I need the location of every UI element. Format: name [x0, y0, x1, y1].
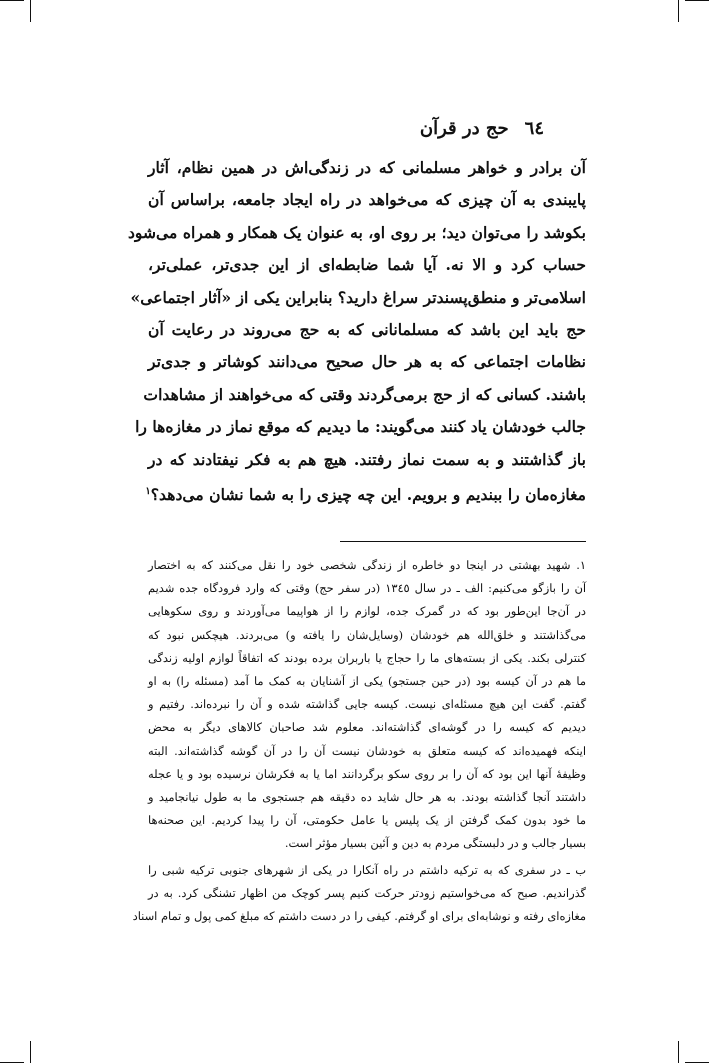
footnote-divider — [340, 541, 586, 542]
footnote-line: گفتم. گفت این هیچ مسئله‌ای نیست. کیسه جایی گذاشته شده و آن را نبرده‌اند. رفتیم و — [148, 697, 586, 712]
text-line: جالب خودشان یاد کنند می‌گویند: ما دیدیم که موقع نماز در مغازه‌ها را — [135, 417, 586, 437]
footnote-reference: ١ — [145, 486, 151, 498]
text-line: آن برادر و خواهر مسلمانی که در زندگی‌اش در همین نظام، آثار — [148, 158, 586, 177]
footnote-line: مغازه‌ای رفته و نوشابه‌ای برای او گرفتم. کیفی را در دست داشتم که مبلغ کمی پول و تمام اسناد — [132, 909, 586, 924]
text-line: نظامات اجتماعی که به هر حال صحیح می‌دانند کوشاتر و جدی‌تر — [148, 352, 586, 372]
footnote-line: بسیار جالب و در دلبستگی مردم به دین و آئین بسیار مؤثر است. — [284, 836, 586, 851]
footnote-line: ما خود بدون کمک گرفتن از یک پلیس یا عامل حکومتی، آن را پیدا کردیم. این صحنه‌ها — [148, 813, 586, 828]
text-line: باز گذاشتند و به سمت نماز رفتند. هیچ هم به فکر نیفتادند که در — [148, 449, 586, 469]
footnote-line: در آن‌جا این‌طور بود که در گمرک جده، لوازم را از هواپیما می‌آوردند و روی سکوهایی — [148, 604, 586, 619]
footnote-line: ب ـ در سفری که به ترکیه داشتم در راه آنکارا در یکی از شهرهای جنوبی ترکیه شبی را — [148, 862, 586, 877]
footnote-line: می‌گذاشتند و خلق‌الله هم خودشان (وسایل‌شان را یافته و) می‌بردند. هیچکس نبود که — [148, 627, 586, 642]
footnote-line: وظیفهٔ آنها این بود که آن را بر روی سکو برگردانند اما یا به فکرشان نرسیده بود و یا عجله — [148, 766, 586, 781]
footnote-line: گذراندیم. صبح که می‌خواستیم زودتر حرکت کنیم پسر کوچک من اظهار تشنگی کرد. به در — [148, 885, 586, 900]
running-title: حج در قرآن — [419, 118, 509, 139]
footnote-line: آن را بازگو می‌کنیم: الف ـ در سال ١٣٤٥ (در سفر حج) وقتی که وارد فرودگاه جده شدیم — [148, 581, 586, 596]
footnote-line: اینکه فهمیده‌اند که کیسه متعلق به خودشان نیست آن را در آن گوشه گذاشته‌اند. البته — [148, 743, 586, 758]
footnote-line: ١. شهید بهشتی در اینجا دو خاطره از زندگی شخصی خود را نقل می‌کنند که به اختصار — [148, 558, 586, 572]
crop-mark — [0, 0, 24, 1]
footnote-line: دیدیم که کیسه را در گوشه‌ای گذاشته‌اند. معلوم شد صاحبان کالاهای دیگر به محض — [148, 720, 586, 735]
text-line: بکوشد را می‌توان دید؛ بر روی او، به عنوان یک همکار و همراه می‌شود — [127, 222, 586, 242]
page-header — [420, 118, 544, 139]
footnote-line: داشتند آنجا گذاشته بودند. به هر حال شاید ده دقیقه هم جستجوی ما به طول نیانجامید و — [148, 790, 586, 805]
text-line — [145, 476, 586, 512]
text-line: حساب کرد و الا نه. آیا شما ضابطه‌ای از این جدی‌تر، عملی‌تر، — [148, 255, 586, 275]
page-number: ٦٤ — [524, 118, 544, 139]
crop-mark — [678, 0, 679, 22]
footnote-line: ما هم در آن کیسه بود (در حین جستجو) یکی از آشنایان به کمک ما آمد (مسئله را) به او — [148, 674, 586, 689]
crop-mark — [678, 1041, 679, 1063]
text-line: اسلامی‌تر و منطق‌پسندتر سراغ دارید؟ بنابراین یکی از «آثار اجتماعی» — [130, 287, 586, 307]
text-line: باشند. کسانی که از حج برمی‌گردند وقتی که می‌خواهند از مشاهدات — [143, 384, 586, 404]
crop-mark — [30, 1041, 31, 1063]
crop-mark — [30, 0, 31, 22]
text-line: حج باید این باشد که مسلمانانی که به حج می‌روند در رعایت آن — [148, 320, 586, 340]
text-line: پایبندی به آن چیزی که می‌خواهد در راه ایجاد جامعه، براساس آن — [148, 190, 586, 210]
crop-mark — [685, 0, 709, 1]
footnotes — [132, 554, 586, 928]
text-line-content: مغازه‌مان را ببندیم و برویم. این چه چیزی را به شما نشان می‌دهد؟ — [150, 485, 586, 505]
main-text — [127, 152, 586, 512]
footnote-line: کنترلی بکند. یکی از بسته‌های ما را حجاج یا باربران برده بودند که اتفاقاً لوازم اولیه زندگی — [148, 650, 586, 665]
